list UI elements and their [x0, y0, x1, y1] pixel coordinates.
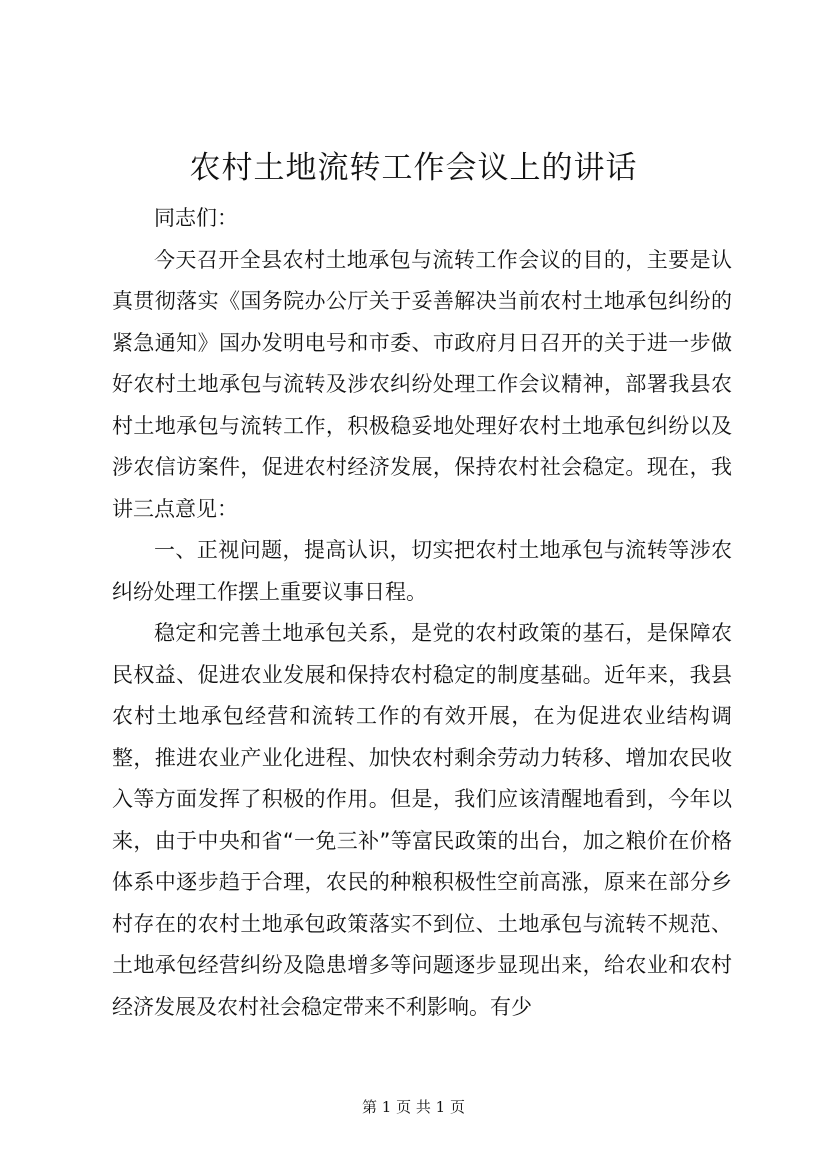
- salutation-paragraph: 同志们：: [154, 206, 238, 230]
- document-title: 农村土地流转工作会议上的讲话: [189, 150, 638, 186]
- document-body: [112, 198, 732, 1028]
- page-footer: 第 1 页 共 1 页: [362, 1098, 465, 1116]
- body-paragraph: 稳定和完善土地承包关系，是党的农村政策的基石，是保障农民权益、促进农业发展和保持农村稳定的制度基础。近年来，我县农村土地承包经营和流转工作的有效开展，在为促进农业结构调整，推进农业产业化进程、加快农村剩余劳动力转移、增加农民收入等方面发挥了积极的作用。但是，我们应该清醒地看到，今年以来，由于中央和省“一免三补”等富民政策的出台，加之粮价在价格体系中逐步趋于合理，农民的种粮积极性空前高涨，原来在部分乡村存在的农村土地承包政策落实不到位、土地承包与流转不规范、土地承包经营纠纷及隐患增多等问题逐步显现出来，给农业和农村经济发展及农村社会稳定带来不利影响。有少: [112, 621, 732, 1019]
- body-paragraph: 今天召开全县农村土地承包与流转工作会议的目的，主要是认真贯彻落实《国务院办公厅关于妥善解决当前农村土地承包纠纷的紧急通知》国办发明电号和市委、市政府月日召开的关于进一步做好农村土地承包与流转及涉农纠纷处理工作会议精神，部署我县农村土地承包与流转工作，积极稳妥地处理好农村土地承包纠纷以及涉农信访案件，促进农村经济发展，保持农村社会稳定。现在，我讲三点意见：: [112, 247, 732, 521]
- body-paragraph: 一、正视问题，提高认识，切实把农村土地承包与流转等涉农纠纷处理工作摆上重要议事日程。: [112, 538, 732, 604]
